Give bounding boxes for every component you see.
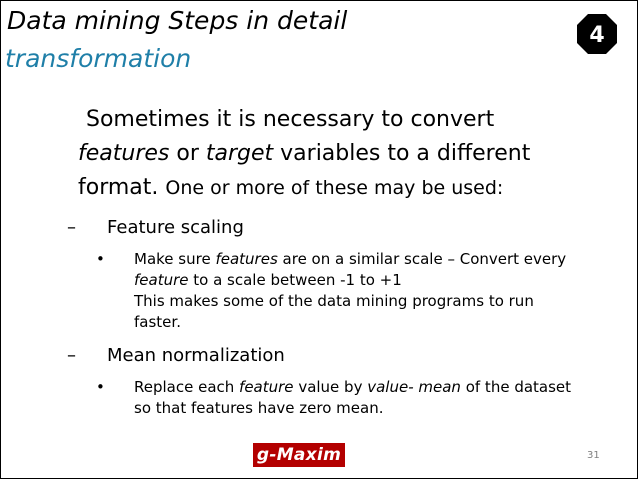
mean-normalization-label: Mean normalization <box>107 345 285 366</box>
bullet-line-3: This makes some of the data mining programs to run <box>134 292 534 310</box>
page-number: 31 <box>587 450 600 461</box>
intro-or-text: or <box>169 141 206 166</box>
bullet-marker: • <box>96 378 105 396</box>
text-span: value by <box>293 378 368 396</box>
intro-variables-text: variables to a different <box>273 141 531 166</box>
feature-italic: feature <box>239 378 294 396</box>
feature-italic: feature <box>134 271 189 289</box>
intro-line-1: Sometimes it is necessary to convert <box>86 107 495 132</box>
slide-title: Data mining Steps in detail <box>7 6 348 35</box>
features-italic: features <box>215 250 278 268</box>
text-span: to a scale between -1 to +1 <box>188 271 402 289</box>
intro-target-text: target <box>205 141 274 166</box>
text-span: of the dataset <box>460 378 572 396</box>
step-number-badge <box>576 13 618 55</box>
bullet-line-2: so that features have zero mean. <box>134 399 384 417</box>
bullet-marker: • <box>96 250 105 268</box>
intro-options-text: One or more of these may be used: <box>165 177 504 199</box>
g-maxim-logo <box>253 443 345 467</box>
intro-paragraph <box>78 103 618 205</box>
bullet-line-1 <box>134 377 571 398</box>
intro-line-2 <box>78 137 618 171</box>
dash-marker: – <box>67 345 76 366</box>
feature-scaling-label: Feature scaling <box>107 217 244 238</box>
bullet-line-1 <box>134 249 566 270</box>
badge-number: 4 <box>589 23 605 48</box>
intro-line-3 <box>78 171 618 205</box>
intro-features-text: features <box>78 141 170 166</box>
intro-format-text: format. <box>78 175 166 200</box>
bullet-line-2 <box>134 270 566 291</box>
text-span: Make sure <box>134 250 216 268</box>
dash-marker: – <box>67 217 76 238</box>
text-span: are on a similar scale – Convert every <box>277 250 567 268</box>
value-mean-italic: value- mean <box>367 378 461 396</box>
text-span: Replace each <box>134 378 240 396</box>
logo-text: g-Maxim <box>256 445 342 465</box>
bullet-line-4: faster. <box>134 313 181 331</box>
slide-subtitle: transformation <box>5 44 192 73</box>
